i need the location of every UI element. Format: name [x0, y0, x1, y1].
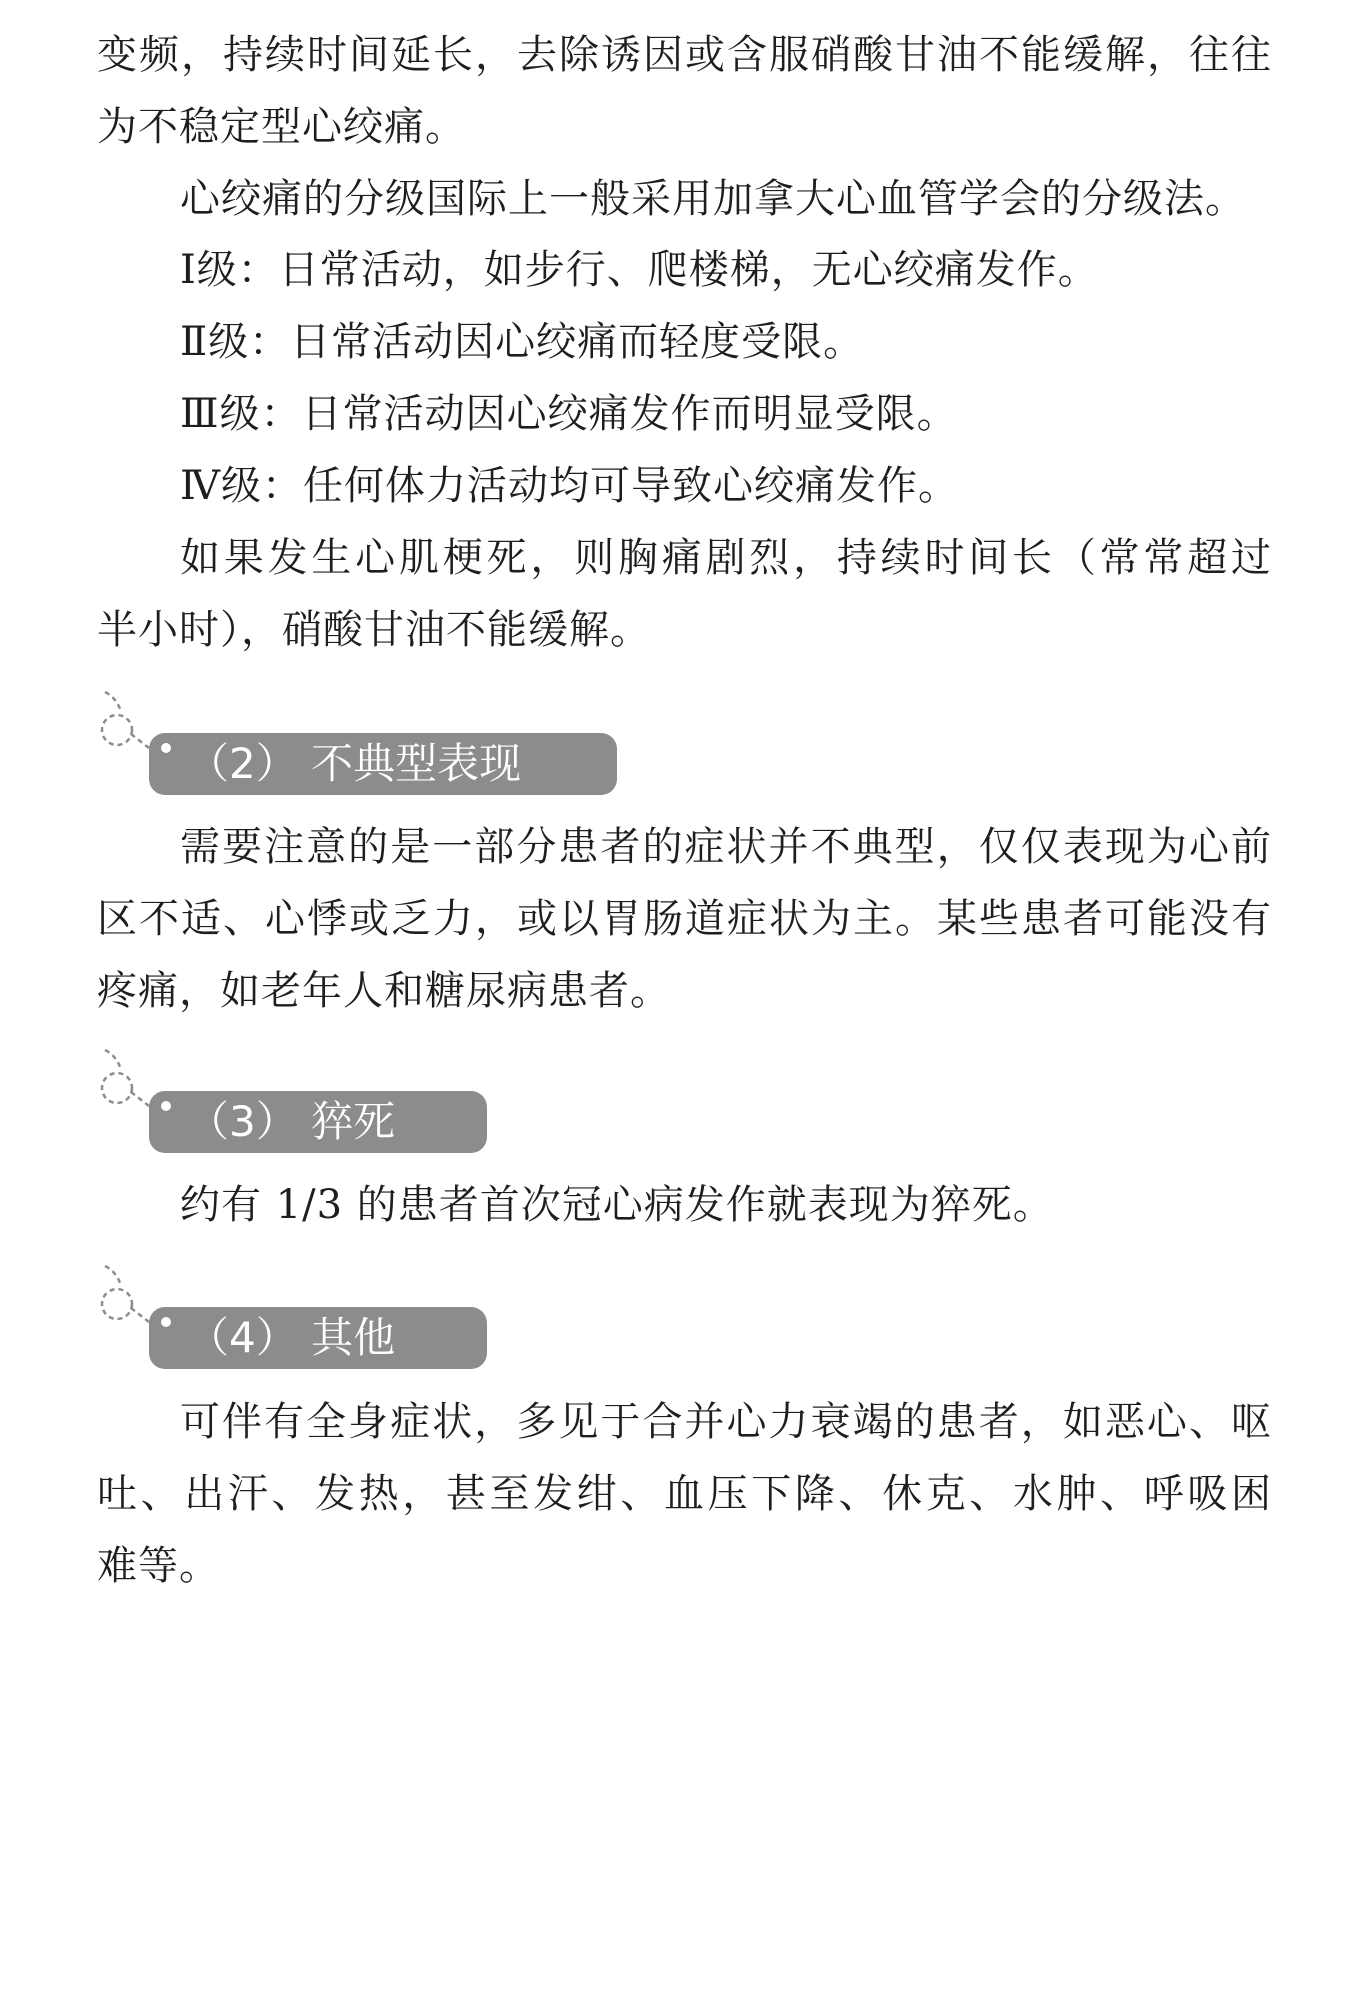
grade-item: Ⅱ级：日常活动因心绞痛而轻度受限。	[180, 319, 865, 365]
paragraph-line: 半小时），硝酸甘油不能缓解。	[97, 607, 651, 653]
paragraph-line: 难等。	[97, 1543, 220, 1589]
section-title: （4） 其他	[187, 1313, 396, 1362]
paragraph-line: 可伴有全身症状，多见于合并心力衰竭的患者，如恶心、呕	[180, 1399, 1272, 1445]
section-title: （3） 猝死	[187, 1097, 396, 1146]
section-pill	[149, 733, 617, 795]
dot-icon	[161, 1101, 171, 1111]
paragraph-line: 疼痛，如老年人和糖尿病患者。	[97, 968, 671, 1014]
section-heading-3	[97, 1046, 527, 1146]
paragraph-line: 为不稳定型心绞痛。	[97, 104, 466, 150]
paragraph-line: 如果发生心肌梗死，则胸痛剧烈，持续时间长（常常超过	[180, 535, 1272, 581]
section-pill	[149, 1091, 487, 1153]
grade-item: Ⅰ级：日常活动，如步行、爬楼梯，无心绞痛发作。	[180, 247, 1099, 293]
section-heading-2	[97, 688, 637, 788]
paragraph-line: 心绞痛的分级国际上一般采用加拿大心血管学会的分级法。	[180, 176, 1246, 222]
paragraph-line: 约有 1/3 的患者首次冠心病发作就表现为猝死。	[180, 1182, 1054, 1228]
section-pill	[149, 1307, 487, 1369]
dot-icon	[161, 743, 171, 753]
section-heading-4	[97, 1262, 527, 1362]
paragraph-line: 需要注意的是一部分患者的症状并不典型，仅仅表现为心前	[180, 824, 1272, 870]
paragraph-line: 吐、出汗、发热，甚至发绀、血压下降、休克、水肿、呼吸困	[97, 1471, 1272, 1517]
dot-icon	[161, 1317, 171, 1327]
grade-item: Ⅲ级：日常活动因心绞痛发作而明显受限。	[180, 391, 958, 437]
grade-item: Ⅳ级：任何体力活动均可导致心绞痛发作。	[180, 463, 959, 509]
paragraph-line: 区不适、心悸或乏力，或以胃肠道症状为主。某些患者可能没有	[97, 896, 1272, 942]
paragraph-line: 变频，持续时间延长，去除诱因或含服硝酸甘油不能缓解，往往	[97, 32, 1272, 78]
section-title: （2） 不典型表现	[187, 739, 522, 788]
